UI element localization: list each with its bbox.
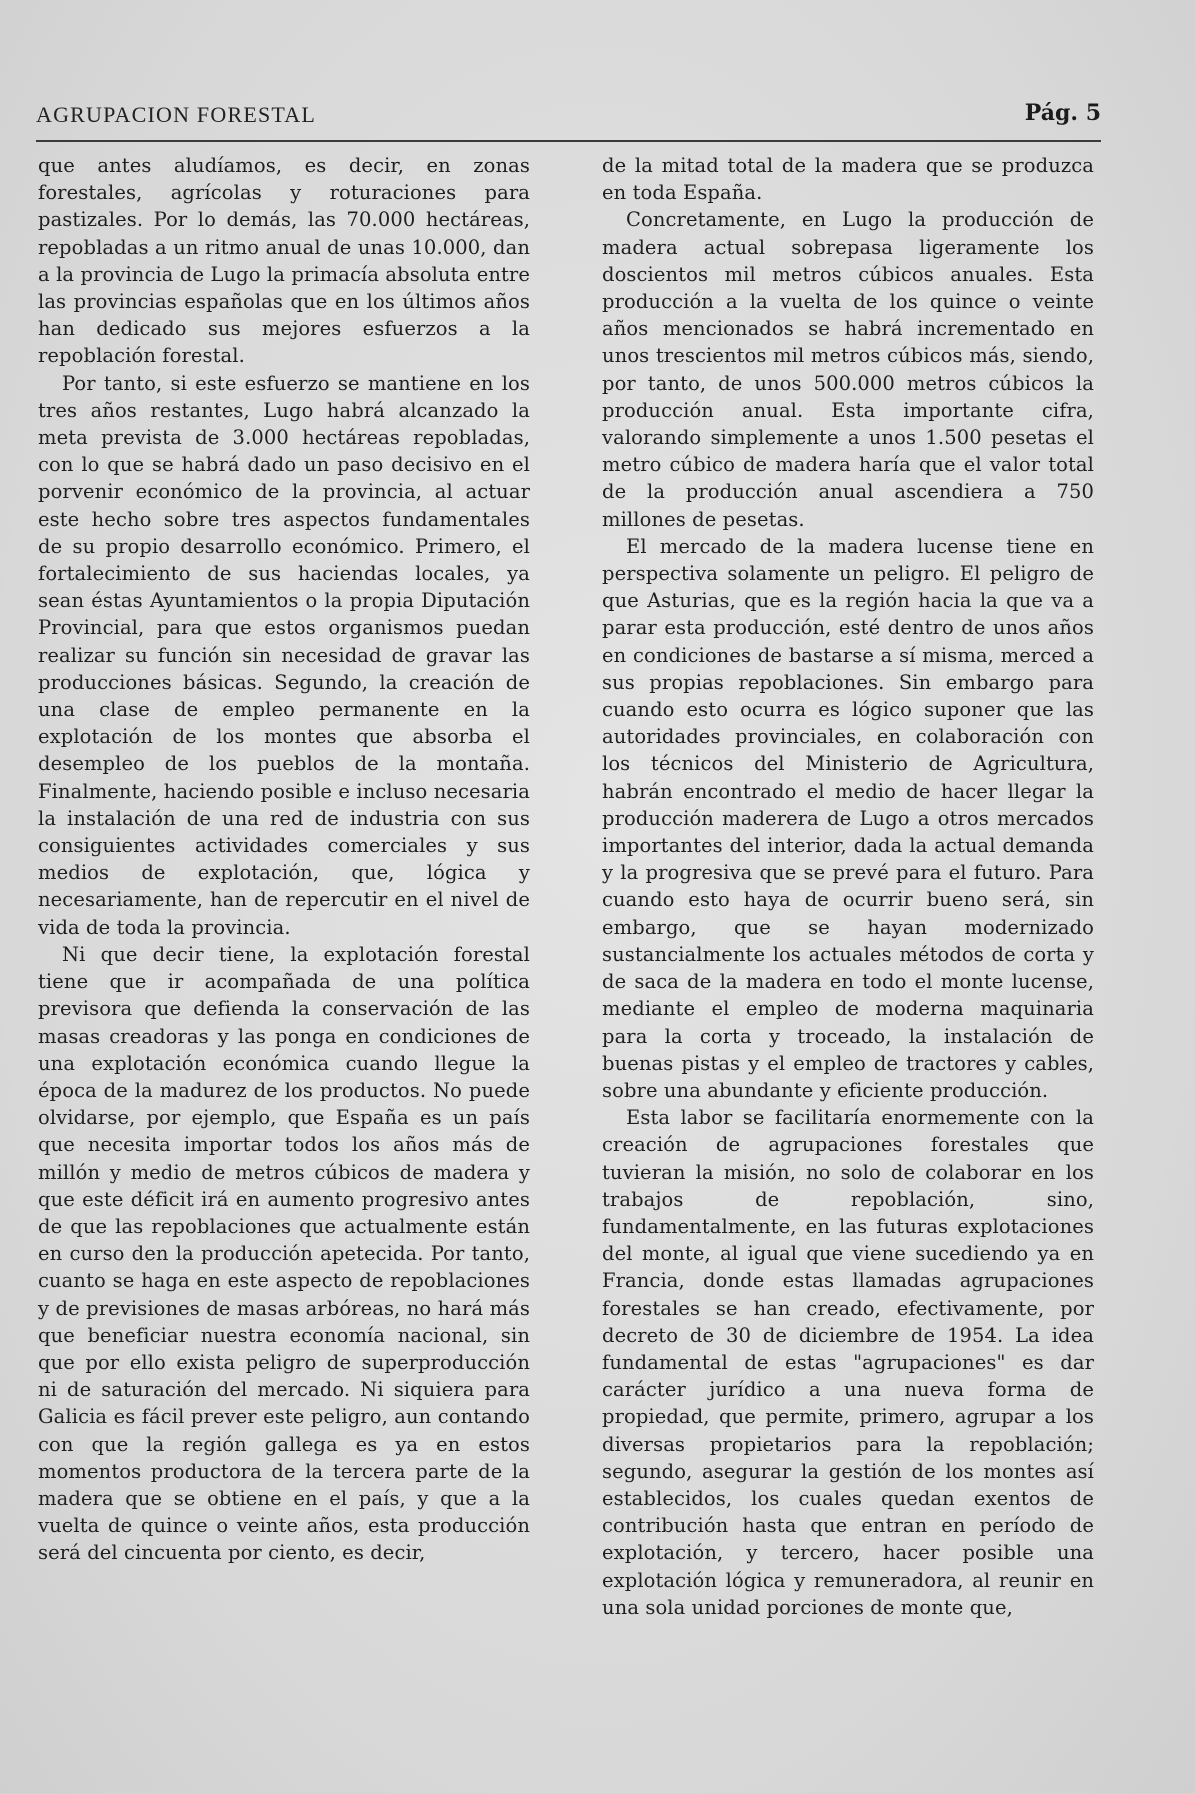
paragraph: de la mitad total de la madera que se produzca en toda España. bbox=[602, 154, 1094, 205]
paragraph: Por tanto, si este esfuerzo se mantiene en los tres años restantes, Lugo habrá alcanzado la meta prevista de 3.000 hectáreas repobladas, con lo que se habrá dado un paso decisivo en el porvenir económico de la provincia, al actuar este hecho sobre tres aspectos fundamentales de su propio desarrollo económico. Primero, el fortalecimiento de sus haciendas locales, ya sean éstas Ayuntamientos o la propia Diputación Provincial, para que estos organismos puedan realizar su función sin necesidad de gravar las producciones básicas. Segundo, la creación de una clase de empleo permanente en la explotación de los montes que absorba el desempleo de los pueblos de la montaña. Finalmente, haciendo posible e incluso necesaria la instalación de una red de industria con sus consiguientes actividades comerciales y sus medios de explotación, que, lógica y necesariamente, han de repercutir en el nivel de vida de toda la provincia. bbox=[38, 371, 530, 939]
paragraph: El mercado de la madera lucense tiene en perspectiva solamente un peligro. El peligro de que Asturias, que es la región hacia la que va a parar esta producción, esté dentro de unos años en condiciones de bastarse a sí misma, merced a sus propias repoblaciones. Sin embargo para cuando esto ocurra es lógico suponer que las autoridades provinciales, en colaboración con los técnicos del Ministerio de Agricultura, habrán encontrado el medio de hacer llegar la producción maderera de Lugo a otros mercados importantes del interior, dada la actual demanda y la progresiva que se prevé para el futuro. Para cuando esto haya de ocurrir bueno será, sin embargo, que se hayan modernizado sustancialmente los actuales métodos de corta y de saca de la madera en todo el monte lucense, mediante el empleo de moderna maquinaria para la corta y troceado, la instalación de buenas pistas y el empleo de tractores y cables, sobre una abundante y eficiente producción. bbox=[602, 534, 1094, 1102]
page-number: Pág. 5 bbox=[1024, 100, 1101, 126]
paragraph: Esta labor se facilitaría enormemente con la creación de agrupaciones forestales que tuvieran la misión, no solo de colaborar en los trabajos de repoblación, sino, fundamentalmente, en las futuras explotaciones del monte, al igual que viene sucediendo ya en Francia, donde estas llamadas agrupaciones forestales se han creado, efectivamente, por decreto de 30 de diciembre de 1954. La idea fundamental de estas "agrupaciones" es dar carácter jurídico a una nueva forma de propiedad, que permite, primero, agrupar a los diversas propietarios para la repoblación; segundo, asegurar la gestión de los montes así establecidos, los cuales quedan exentos de contribución hasta que entran en período de explotación, y tercero, hacer posible una explotación lógica y remuneradora, al reunir en una sola unidad porciones de monte que, bbox=[602, 1106, 1094, 1619]
header-rule bbox=[36, 140, 1101, 142]
left-column bbox=[38, 152, 530, 1567]
paragraph: que antes aludíamos, es decir, en zonas forestales, agrícolas y roturaciones para pastizales. Por lo demás, las 70.000 hectáreas, repobladas a un ritmo anual de unas 10.000, dan a la provincia de Lugo la primacía absoluta entre las provincias españolas que en los últimos años han dedicado sus mejores esfuerzos a la repoblación forestal. bbox=[38, 154, 530, 368]
paragraph: Ni que decir tiene, la explotación forestal tiene que ir acompañada de una política previsora que defienda la conservación de las masas creadoras y las ponga en condiciones de una explotación económica cuando llegue la época de la madurez de los productos. No puede olvidarse, por ejemplo, que España es un país que necesita importar todos los años más de millón y medio de metros cúbicos de madera y que este déficit irá en aumento progresivo antes de que las repoblaciones que actualmente están en curso den la producción apetecida. Por tanto, cuanto se haga en este aspecto de repoblaciones y de previsiones de masas arbóreas, no hará más que beneficiar nuestra economía nacional, sin que por ello exista peligro de superproducción ni de saturación del mercado. Ni siquiera para Galicia es fácil prever este peligro, aun contando con que la región gallega es ya en estos momentos productora de la tercera parte de la madera que se obtiene en el país, y que a la vuelta de quince o veinte años, esta producción será del cincuenta por ciento, es decir, bbox=[38, 942, 530, 1565]
page-header bbox=[36, 100, 1101, 132]
right-column bbox=[602, 152, 1094, 1621]
running-title: AGRUPACION FORESTAL bbox=[36, 102, 316, 127]
paragraph: Concretamente, en Lugo la producción de madera actual sobrepasa ligeramente los doscientos mil metros cúbicos anuales. Esta producción a la vuelta de los quince o veinte años mencionados se habrá incrementado en unos trescientos mil metros cúbicos más, siendo, por tanto, de unos 500.000 metros cúbicos la producción anual. Esta importante cifra, valorando simplemente a unos 1.500 pesetas el metro cúbico de madera haría que el valor total de la producción anual ascendiera a 750 millones de pesetas. bbox=[602, 208, 1094, 531]
